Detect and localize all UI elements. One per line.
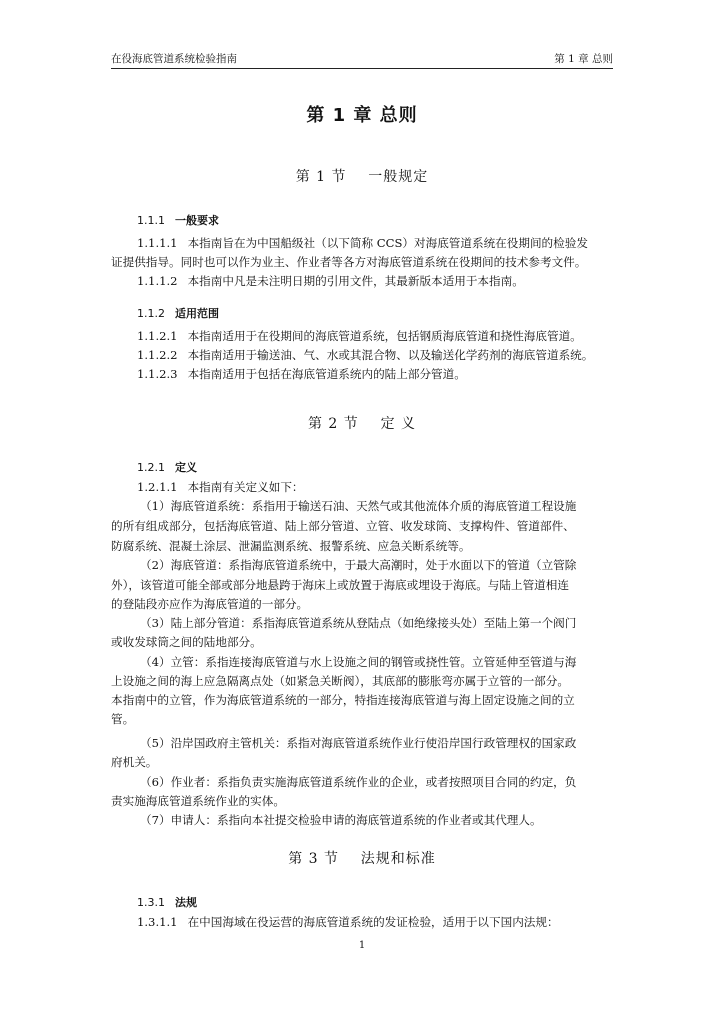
header-book-title: 在役海底管道系统检验指南 <box>111 53 237 65</box>
paragraph-line <box>137 479 615 495</box>
chapter-title: 第 1 章 总则 <box>306 105 418 126</box>
paragraph-line <box>111 692 615 708</box>
section-title: 第 2 节 定 义 <box>307 416 417 432</box>
clause-number: 1.1.2.2 <box>137 348 178 362</box>
section-title: 第 3 节 法规和标准 <box>288 851 436 867</box>
paragraph-text: （6）作业者：系指负责实施海底管道系统作业的企业，或者按照项目合同的约定，负 <box>140 775 577 789</box>
clause-heading <box>137 895 615 911</box>
paragraph-line <box>140 812 615 828</box>
clause-number: 1.1.1.1 <box>137 236 178 250</box>
clause-number: 1.1.1.2 <box>137 274 178 288</box>
clause-number: 1.2.1.1 <box>137 480 178 494</box>
paragraph-text: 本指南适用于在役期间的海底管道系统，包括钢质海底管道和挠性海底管道。 <box>187 329 582 343</box>
paragraph-text: 的登陆段亦应作为海底管道的一部分。 <box>111 597 309 611</box>
paragraph-text: （3）陆上部分管道：系指海底管道系统从登陆点（如绝缘接头处）至陆上第一个阀门 <box>140 616 577 630</box>
paragraph-line <box>137 235 615 251</box>
clause-number: 1.1.2 <box>137 307 165 320</box>
paragraph-line <box>111 793 615 809</box>
paragraph-line <box>111 711 615 727</box>
paragraph-line <box>111 577 615 593</box>
clause-heading-text: 适用范围 <box>175 307 219 320</box>
clause-number: 1.2.1 <box>137 461 165 474</box>
clause-heading-text: 一般要求 <box>175 214 219 227</box>
paragraph-text: （4）立管：系指连接海底管道与水上设施之间的钢管或挠性管。立管延伸至管道与海 <box>140 655 577 669</box>
paragraph-line <box>111 673 615 689</box>
paragraph-line <box>137 914 615 930</box>
paragraph-text: 防腐系统、混凝土涂层、泄漏监测系统、报警系统、应急关断系统等。 <box>111 539 471 553</box>
paragraph-line <box>111 538 615 554</box>
clause-number: 1.3.1.1 <box>137 915 178 929</box>
section-title: 第 1 节 一般规定 <box>295 169 429 185</box>
paragraph-text: 本指南适用于输送油、气、水或其混合物、以及输送化学药剂的海底管道系统。 <box>187 348 594 362</box>
paragraph-line <box>111 596 615 612</box>
paragraph-text: （7）申请人：系指向本社提交检验申请的海底管道系统的作业者或其代理人。 <box>140 813 542 827</box>
paragraph-line <box>140 498 615 514</box>
page-number: 1 <box>358 940 366 951</box>
paragraph-text: （2）海底管道：系指海底管道系统中，于最大高潮时，处于水面以下的管道（立管除 <box>140 558 577 572</box>
paragraph-line <box>137 273 615 289</box>
paragraph-line <box>137 347 615 363</box>
clause-number: 1.1.2.3 <box>137 367 178 381</box>
paragraph-text: 本指南中的立管，作为海底管道系统的一部分，特指连接海底管道与海上固定设施之间的立 <box>111 693 575 707</box>
paragraph-text: 责实施海底管道系统作业的实体。 <box>111 794 285 808</box>
header-chapter: 第 1 章 总则 <box>554 53 613 65</box>
paragraph-text: 府机关。 <box>111 755 158 769</box>
clause-number: 1.1.2.1 <box>137 329 178 343</box>
paragraph-text: 上设施之间的海上应急隔离点处（如紧急关断阀），其底部的膨胀弯亦属于立管的一部分。 <box>111 674 569 688</box>
paragraph-line <box>137 328 615 344</box>
paragraph-text: 本指南适用于包括在海底管道系统内的陆上部分管道。 <box>187 367 466 381</box>
paragraph-text: 或收发球筒之间的陆地部分。 <box>111 635 262 649</box>
paragraph-text: 在中国海域在役运营的海底管道系统的发证检验，适用于以下国内法规： <box>187 915 559 929</box>
paragraph-text: 的所有组成部分，包括海底管道、陆上部分管道、立管、收发球筒、支撑构件、管道部件、 <box>111 519 575 533</box>
paragraph-line <box>111 634 615 650</box>
paragraph-line <box>140 557 615 573</box>
paragraph-text: 外），该管道可能全部或部分地悬跨于海床上或放置于海底或埋设于海底。与陆上管道相连 <box>111 578 569 592</box>
paragraph-text: （1）海底管道系统：系指用于输送石油、天然气或其他流体介质的海底管道工程设施 <box>140 499 577 513</box>
paragraph-line <box>140 615 615 631</box>
running-header <box>111 52 613 69</box>
clause-heading <box>137 460 615 476</box>
paragraph-line <box>111 754 615 770</box>
clause-heading <box>137 306 615 322</box>
paragraph-line <box>140 654 615 670</box>
clause-number: 1.3.1 <box>137 896 165 909</box>
paragraph-line <box>140 735 615 751</box>
paragraph-text: 本指南中凡是未注明日期的引用文件，其最新版本适用于本指南。 <box>187 274 524 288</box>
clause-heading <box>137 213 615 229</box>
paragraph-line <box>137 366 615 382</box>
paragraph-text: 本指南有关定义如下： <box>187 480 304 494</box>
paragraph-line <box>140 774 615 790</box>
clause-heading-text: 定义 <box>175 461 197 474</box>
clause-number: 1.1.1 <box>137 214 165 227</box>
paragraph-text: （5）沿岸国政府主管机关：系指对海底管道系统作业行使沿岸国行政管理权的国家政 <box>140 736 577 750</box>
paragraph-text: 管。 <box>111 712 135 726</box>
paragraph-line <box>111 254 615 270</box>
clause-heading-text: 法规 <box>175 896 197 909</box>
paragraph-line <box>111 518 615 534</box>
paragraph-text: 证提供指导。同时也可以作为业主、作业者等各方对海底管道系统在役期间的技术参考文件。 <box>111 255 587 269</box>
paragraph-text: 本指南旨在为中国船级社（以下简称 CCS）对海底管道系统在役期间的检验发 <box>187 236 588 250</box>
